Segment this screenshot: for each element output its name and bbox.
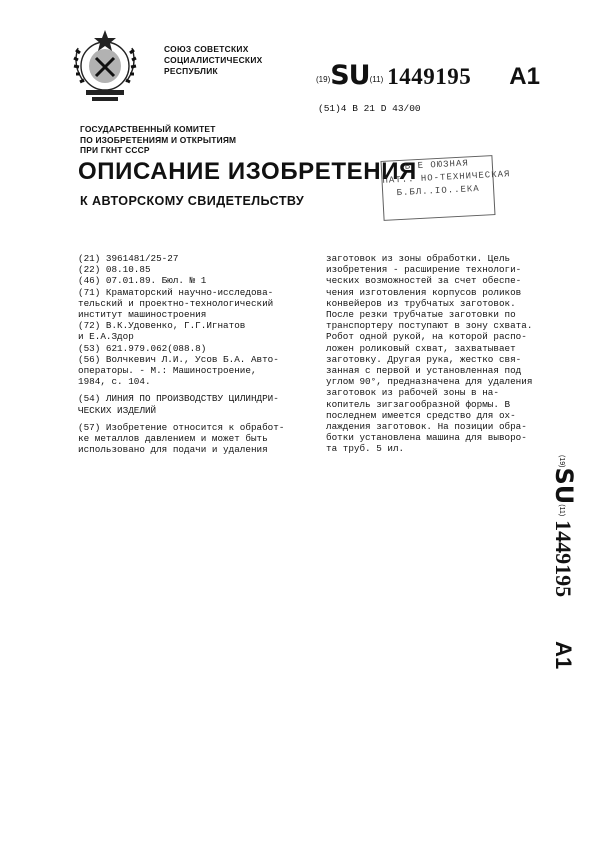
left-column	[78, 253, 314, 455]
code-11: (11)	[369, 75, 384, 84]
stamp-line: В Е ОЮЗНАЯ	[404, 158, 470, 172]
text-line: ке металлов давлением и может быть	[78, 433, 268, 445]
side-country-code: SU	[550, 467, 578, 505]
text-line: (54) ЛИНИЯ ПО ПРОИЗВОДСТВУ ЦИЛИНДРИ-	[78, 393, 279, 405]
text-line: копитель зигзагообразной формы. В	[326, 398, 511, 410]
union-line: СОЮЗ СОВЕТСКИХ	[164, 44, 249, 54]
text-line: заготовку. Другая рука, жестко свя-	[326, 353, 522, 365]
text-line: ложен роликовый схват, захватывает	[326, 342, 516, 354]
text-line: (72) В.К.Удовенко, Г.Г.Игнатов	[78, 320, 246, 332]
committee-line: ПРИ ГКНТ СССР	[80, 145, 150, 155]
text-line: тельский и проектно-технологический	[78, 297, 274, 309]
country-code: SU	[330, 60, 370, 91]
text-line: институт машиностроения	[78, 309, 207, 321]
text-line: занная с первой и установленная под	[326, 365, 522, 377]
committee-line: ПО ИЗОБРЕТЕНИЯМ И ОТКРЫТИЯМ	[80, 134, 237, 145]
text-line: транспортеру поступают в зону схвата.	[326, 320, 533, 332]
union-name	[164, 44, 263, 77]
document-subtitle: К АВТОРСКОМУ СВИДЕТЕЛЬСТВУ	[80, 194, 305, 208]
text-line: та труб. 5 ил.	[326, 443, 405, 455]
side-code-19: (19)	[558, 455, 565, 468]
text-line: 1984, с. 104.	[78, 376, 151, 388]
text-line: (21) 3961481/25-27	[78, 253, 179, 264]
ipc-classification: (51)4 В 21 D 43/00	[318, 103, 421, 114]
text-line: Робот одной рукой, на которой распо-	[326, 331, 527, 343]
side-patent-number	[548, 455, 578, 705]
text-line: (57) Изобретение относится к обработ-	[78, 421, 285, 433]
text-line: ческих возможностей за счет обеспе-	[326, 275, 522, 287]
text-line: (22) 08.10.85	[78, 264, 151, 276]
document-title: ОПИСАНИЕ ИЗОБРЕТЕНИЯ	[78, 158, 417, 185]
patent-number-line	[316, 60, 540, 91]
text-line: изобретения - расширение технологи-	[326, 264, 522, 276]
text-line: конвейеров из трубчатых заготовок.	[326, 297, 516, 309]
patent-number: 1449195	[387, 64, 472, 89]
text-line: (46) 07.01.89. Бюл. № 1	[78, 275, 207, 287]
right-column	[326, 253, 554, 455]
side-kind-code: A1	[551, 641, 576, 670]
side-code-11: (11)	[558, 504, 565, 517]
text-line: последнем имеется средство для ох-	[326, 409, 516, 421]
text-line: (56) Волчкевич Л.И., Усов Б.А. Авто-	[78, 353, 279, 365]
committee-line: ГОСУДАРСТВЕННЫЙ КОМИТЕТ	[80, 124, 216, 134]
text-line: чения изготовления корпусов роликов	[326, 286, 522, 298]
text-line: ЧЕСКИХ ИЗДЕЛИЙ	[78, 404, 157, 416]
text-line: (53) 621.979.062(088.8)	[78, 342, 207, 354]
text-line: лаждения заготовок. На позиции обра-	[326, 421, 527, 433]
committee-name	[80, 124, 236, 156]
text-line: заготовок из рабочей зоны в на-	[326, 387, 499, 399]
stamp-line: ПАТ.. НО-ТЕХНИЧЕСКАЯ	[382, 169, 511, 186]
stamp-line: Б.БЛ..IO..ЕКА	[396, 183, 480, 199]
text-line: использовано для подачи и удаления	[78, 444, 268, 456]
text-line: операторы. - М.: Машиностроение,	[78, 365, 257, 377]
text-line: углом 90°, предназначена для удаления	[326, 376, 533, 388]
text-line: После резки трубчатые заготовки по	[326, 309, 516, 321]
text-line: (71) Краматорский научно-исследова-	[78, 286, 274, 298]
text-line: заготовок из зоны обработки. Цель	[326, 253, 511, 264]
union-line: СОЦИАЛИСТИЧЕСКИХ	[164, 55, 263, 65]
code-19: (19)	[316, 75, 331, 84]
library-stamp	[381, 155, 511, 221]
union-line: РЕСПУБЛИК	[164, 66, 218, 76]
text-line: и Е.А.Здор	[78, 331, 134, 343]
text-line: ботки установлена машина для выворо-	[326, 432, 527, 444]
state-emblem	[62, 22, 148, 108]
kind-code: A1	[509, 63, 540, 90]
side-patent-number-value: 1449195	[551, 520, 576, 598]
